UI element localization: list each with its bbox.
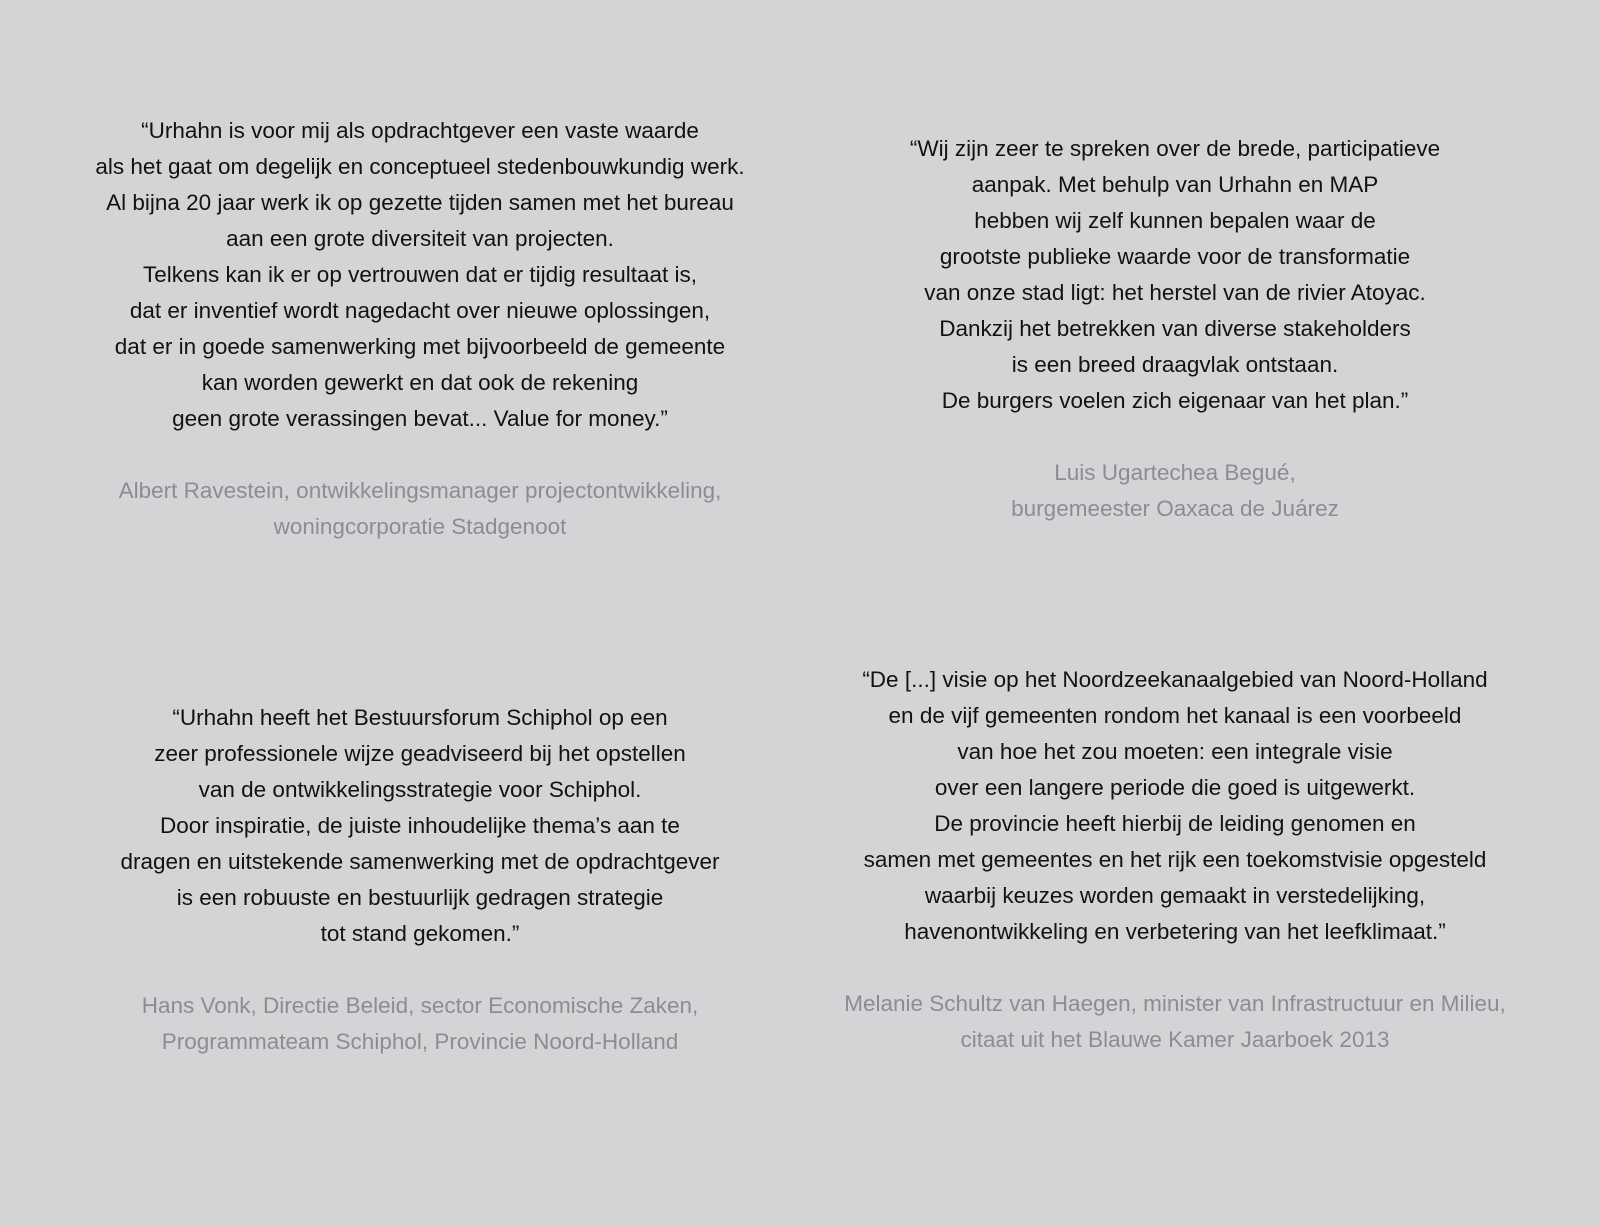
quote-line: hebben wij zelf kunnen bepalen waar de: [974, 208, 1376, 233]
testimonial-attribution: [50, 473, 790, 545]
quote-line: De provincie heeft hierbij de leiding genomen en: [934, 811, 1416, 836]
testimonial-attribution: [800, 986, 1550, 1058]
quote-line: aanpak. Met behulp van Urhahn en MAP: [971, 172, 1379, 197]
quote-line: Telkens kan ik er op vertrouwen dat er tijdig resultaat is,: [142, 262, 698, 287]
quote-line: havenontwikkeling en verbetering van het leefklimaat.”: [904, 919, 1446, 944]
quote-line: is een breed draagvlak ontstaan.: [1011, 352, 1339, 377]
quote-line: samen met gemeentes en het rijk een toekomstvisie opgesteld: [863, 847, 1487, 872]
attribution-line: Luis Ugartechea Begué,: [1054, 460, 1296, 485]
quote-line: “Wij zijn zeer te spreken over de brede, participatieve: [909, 136, 1441, 161]
testimonial-quote: [50, 113, 790, 437]
quote-line: dragen en uitstekende samenwerking met de opdrachtgever: [120, 849, 720, 874]
quote-line: “De [...] visie op het Noordzeekanaalgebied van Noord-Holland: [862, 667, 1488, 692]
quote-line: is een robuuste en bestuurlijk gedragen strategie: [176, 885, 664, 910]
quote-line: van onze stad ligt: het herstel van de rivier Atoyac.: [924, 280, 1426, 305]
testimonial-attribution: [805, 455, 1545, 527]
quote-line: grootste publieke waarde voor de transformatie: [939, 244, 1411, 269]
quote-line: De burgers voelen zich eigenaar van het plan.”: [941, 388, 1409, 413]
testimonial-ravestein: [50, 113, 790, 545]
quote-line: waarbij keuzes worden gemaakt in verstedelijking,: [924, 883, 1426, 908]
quote-line: van de ontwikkelingsstrategie voor Schiphol.: [198, 777, 642, 802]
quote-line: Al bijna 20 jaar werk ik op gezette tijden samen met het bureau: [106, 190, 734, 215]
testimonial-quote: [800, 662, 1550, 950]
quote-line: Dankzij het betrekken van diverse stakeholders: [939, 316, 1411, 341]
attribution-line: woningcorporatie Stadgenoot: [273, 514, 567, 539]
quote-line: Door inspiratie, de juiste inhoudelijke thema’s aan te: [160, 813, 680, 838]
testimonial-ugartechea: [805, 131, 1545, 527]
attribution-line: citaat uit het Blauwe Kamer Jaarboek 2013: [960, 1027, 1390, 1052]
testimonial-vonk: [50, 700, 790, 1060]
quote-line: dat er in goede samenwerking met bijvoorbeeld de gemeente: [114, 334, 726, 359]
testimonial-quote: [50, 700, 790, 952]
testimonial-schultz-van-haegen: [800, 662, 1550, 1058]
quote-line: “Urhahn heeft het Bestuursforum Schiphol op een: [172, 705, 668, 730]
attribution-line: Melanie Schultz van Haegen, minister van Infrastructuur en Milieu,: [844, 991, 1506, 1016]
quote-line: “Urhahn is voor mij als opdrachtgever een vaste waarde: [141, 118, 699, 143]
quote-line: over een langere periode die goed is uitgewerkt.: [934, 775, 1416, 800]
quote-line: kan worden gewerkt en dat ook de rekening: [201, 370, 639, 395]
quote-line: aan een grote diversiteit van projecten.: [226, 226, 614, 251]
quote-line: geen grote verassingen bevat... Value for money.”: [172, 406, 668, 431]
attribution-line: Programmateam Schiphol, Provincie Noord-Holland: [161, 1029, 679, 1054]
quote-line: als het gaat om degelijk en conceptueel stedenbouwkundig werk.: [95, 154, 745, 179]
quote-line: van hoe het zou moeten: een integrale visie: [957, 739, 1393, 764]
quote-line: tot stand gekomen.”: [320, 921, 520, 946]
quote-line: en de vijf gemeenten rondom het kanaal is een voorbeeld: [888, 703, 1462, 728]
attribution-line: burgemeester Oaxaca de Juárez: [1011, 496, 1339, 521]
attribution-line: Albert Ravestein, ontwikkelingsmanager projectontwikkeling,: [118, 478, 722, 503]
quote-line: dat er inventief wordt nagedacht over nieuwe oplossingen,: [129, 298, 711, 323]
testimonial-attribution: [50, 988, 790, 1060]
testimonial-quote: [805, 131, 1545, 419]
quote-line: zeer professionele wijze geadviseerd bij het opstellen: [154, 741, 686, 766]
attribution-line: Hans Vonk, Directie Beleid, sector Economische Zaken,: [141, 993, 699, 1018]
